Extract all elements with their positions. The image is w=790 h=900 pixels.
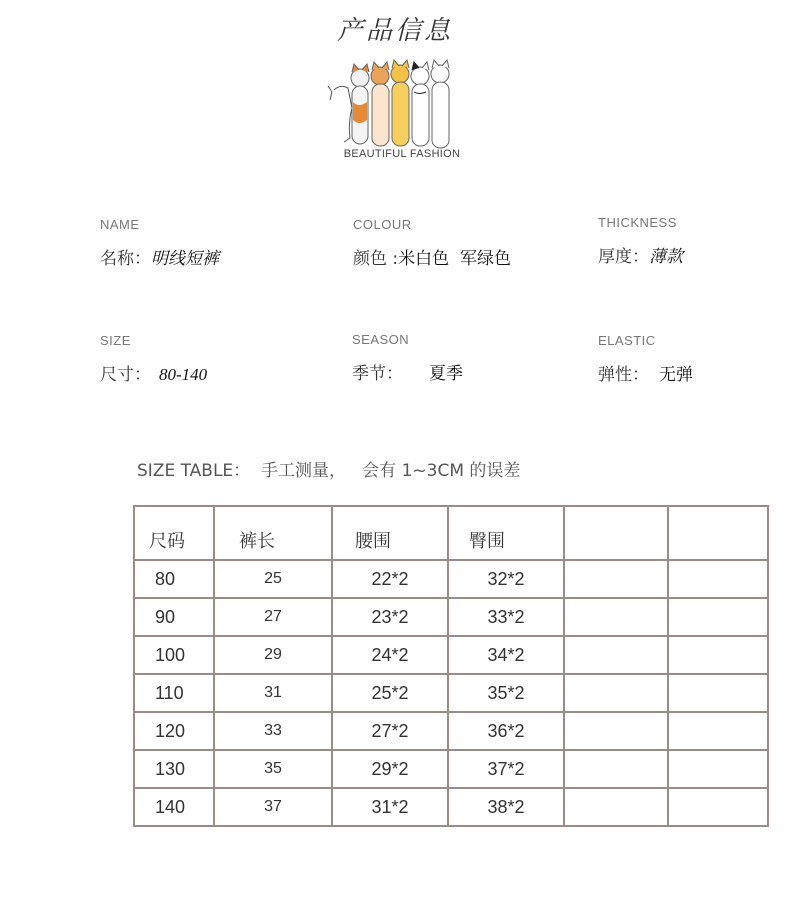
header-cell: 裤长 [214, 506, 332, 560]
attr-size-label: 尺寸： [100, 365, 151, 385]
size-table [133, 505, 769, 827]
attr-colour-label: 颜色 : [353, 249, 399, 269]
attr-season [352, 332, 463, 384]
table-cell [564, 560, 668, 598]
attr-colour-value: 米白色 军绿色 [398, 249, 511, 269]
table-cell: 27 [214, 598, 332, 636]
size-table-header [134, 506, 768, 560]
table-cell: 31*2 [332, 788, 448, 826]
size-table-note: SIZE TABLE： 手工测量， 会有 1~3CM 的误差 [137, 461, 521, 481]
table-cell: 29*2 [332, 750, 448, 788]
table-cell [668, 712, 768, 750]
table-cell: 27*2 [332, 712, 448, 750]
table-cell [668, 750, 768, 788]
attr-size [100, 333, 207, 385]
table-cell: 25*2 [332, 674, 448, 712]
table-cell [564, 636, 668, 674]
table-cell [564, 750, 668, 788]
table-cell: 130 [134, 750, 214, 788]
table-cell: 25 [214, 560, 332, 598]
table-cell: 80 [134, 560, 214, 598]
attr-elastic-value: 无弹 [659, 365, 693, 385]
attr-thickness-label: 厚度： [598, 247, 649, 267]
table-cell [668, 560, 768, 598]
header-cell: 尺码 [134, 506, 214, 560]
attr-thickness-value: 薄款 [649, 247, 683, 267]
table-cell [564, 788, 668, 826]
header-cell: 臀围 [448, 506, 564, 560]
table-cell [668, 674, 768, 712]
table-cell: 24*2 [332, 636, 448, 674]
attr-size-value: 80-140 [159, 365, 208, 384]
table-cell [668, 598, 768, 636]
table-cell: 35 [214, 750, 332, 788]
table-cell: 140 [134, 788, 214, 826]
table-cell [564, 712, 668, 750]
table-cell: 34*2 [448, 636, 564, 674]
attr-thickness-en: THICKNESS [598, 215, 677, 230]
table-cell: 37*2 [448, 750, 564, 788]
table-cell: 38*2 [448, 788, 564, 826]
table-row [134, 598, 768, 636]
logo-text: BEAUTIFUL FASHION [343, 148, 461, 160]
attr-season-en: SEASON [352, 332, 410, 347]
table-row [134, 636, 768, 674]
table-cell: 23*2 [332, 598, 448, 636]
table-cell: 36*2 [448, 712, 564, 750]
attr-elastic-label: 弹性： [598, 365, 649, 385]
table-cell: 31 [214, 674, 332, 712]
table-cell [564, 598, 668, 636]
attr-season-value: 夏季 [429, 364, 463, 384]
table-cell: 37 [214, 788, 332, 826]
table-row [134, 674, 768, 712]
table-row [134, 750, 768, 788]
attr-colour-en: COLOUR [353, 217, 412, 232]
table-cell: 90 [134, 598, 214, 636]
table-cell [668, 636, 768, 674]
table-cell: 33 [214, 712, 332, 750]
header-cell: 腰围 [332, 506, 448, 560]
attr-colour [353, 217, 511, 269]
table-cell: 120 [134, 712, 214, 750]
attr-thickness [598, 215, 683, 267]
attr-season-label: 季节： [352, 364, 403, 384]
header-cell [564, 506, 668, 560]
attr-name-en: NAME [100, 217, 140, 232]
header-cell [668, 506, 768, 560]
table-cell: 100 [134, 636, 214, 674]
table-cell: 35*2 [448, 674, 564, 712]
table-cell: 32*2 [448, 560, 564, 598]
table-cell: 29 [214, 636, 332, 674]
attr-size-en: SIZE [100, 333, 131, 348]
table-cell [668, 788, 768, 826]
attr-elastic-en: ELASTIC [598, 333, 656, 348]
attr-name-label: 名称： [100, 249, 151, 269]
table-cell: 110 [134, 674, 214, 712]
attr-name-value: 明线短裤 [151, 249, 219, 269]
table-cell: 33*2 [448, 598, 564, 636]
table-cell [564, 674, 668, 712]
table-row [134, 560, 768, 598]
attr-name [100, 217, 219, 269]
page-title: 产品信息 [336, 16, 453, 46]
table-row [134, 712, 768, 750]
attr-elastic [598, 333, 693, 385]
table-row [134, 788, 768, 826]
table-cell: 22*2 [332, 560, 448, 598]
